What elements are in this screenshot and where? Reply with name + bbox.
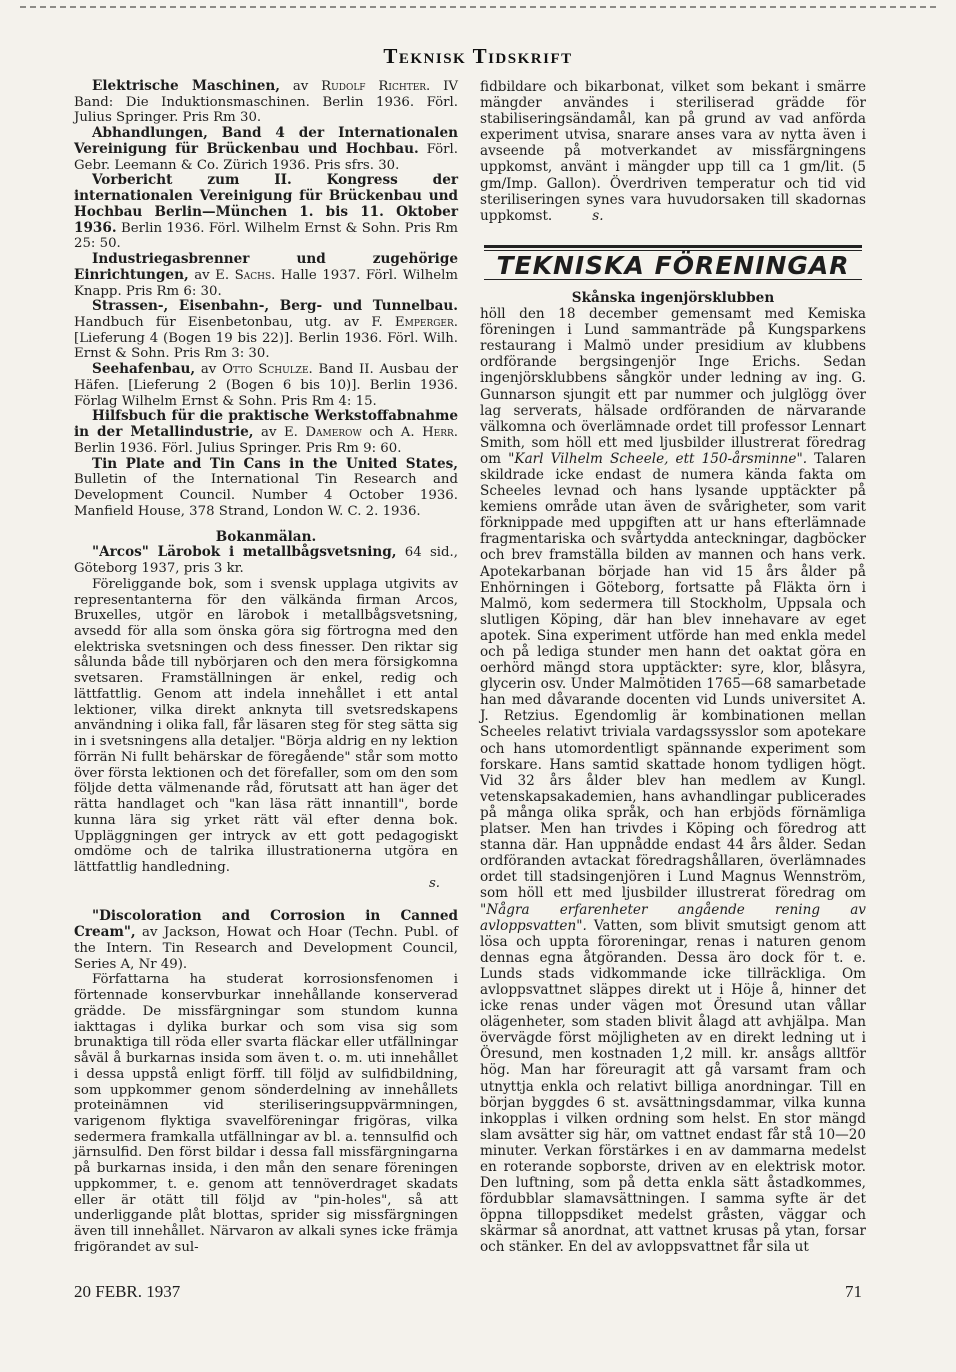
page-number: 71 bbox=[845, 1282, 862, 1301]
book-entry bbox=[74, 409, 458, 456]
book-title: Vorbericht zum II. Kongress der internationalen Vereinigung für Brückenbau und Hochbau Berlin—München 1. bis 11. Oktober 1936. bbox=[74, 172, 458, 236]
book-entry bbox=[74, 362, 458, 409]
book-entry bbox=[74, 173, 458, 252]
review-body: Föreliggande bok, som i svensk upplaga utgivits av representanterna för den välkända firman Arcos, Bruxelles, utgör en lärobok i metallbågsvetsning, avsedd för alla som önska göra sig förtrogna med den elektriska svetsningen och dess finesser. Den riktar sig sålunda både till nybörjaren och den mera försigkomna svetsaren. Framställningen är enkel, redig och lättfattlig. Genom att indela innehållet i ett antal lektioner, vilka direkt anknyta till svetsredskapens användning i olika fall, får läsaren steg för steg sätta sig in i svetsningens alla detaljer. "Börja aldrig en ny lektion förrän Ni fullt behärskar de föregående" står som motto över första lektionen och det förefaller, som om den som följde detta välmenande råd, förutsatt att han äger det rätta handlaget och "kan läsa rätt innantill", borde kunna lära sig yrket rätt väl efter denna bok. Uppläggningen ger intryck av ett gott pedagogiskt omdöme och de talrika illustrationerna utgöra en lättfattlig handledning. bbox=[74, 576, 458, 875]
book-title: Hilfsbuch für die praktische Werkstoffabnahme in der Metallindustrie, bbox=[74, 408, 458, 441]
book-text: och A. bbox=[361, 425, 423, 441]
right-column bbox=[480, 79, 866, 1256]
book-details: Förl. Gebr. Leemann & Co. Zürich 1936. Pris sfrs. 30. bbox=[74, 141, 458, 173]
review-continuation-text: fidbildare och bikarbonat, vilket som bekant i smärre mängder användes i steriliserad grädde för stabiliseringsändamål, kan på grund av vad anförda experiment utvisa, snarare anses vara av nytta även i avseende på motverkandet av missfärgningens uppkomst, använt i mängder upp till ca 1 gm/lit. (5 gm/Imp. Gallon). Överdriven temperatur och tid vid steriliseringen synes vara huvudorsaken till skadornas uppkomst. bbox=[480, 79, 866, 224]
book-details: Bulletin of the International Tin Research and Development Council. Number 4 October 1936. Manfield House, 378 Strand, London W. C. 2. 1936. bbox=[74, 472, 458, 519]
book-author: Sachs. bbox=[234, 267, 276, 283]
book-title: Strassen-, Eisenbahn-, Berg- und Tunnelbau. bbox=[92, 298, 458, 315]
book-entry bbox=[74, 126, 458, 173]
review-title: "Arcos" Lärobok i metallbågsvetsning, bbox=[92, 544, 397, 561]
banner-rule-thick bbox=[484, 245, 862, 248]
section-title: TEKNISKA FÖRENINGAR bbox=[496, 250, 850, 280]
book-details: Halle 1937. Förl. Wilhelm Knapp. Pris Rm 6: 30. bbox=[74, 267, 458, 299]
book-entry bbox=[74, 299, 458, 362]
book-title: Tin Plate and Tin Cans in the United States, bbox=[92, 455, 458, 472]
book-title: Industriegasbrenner und zugehörige Einrichtungen, bbox=[74, 251, 458, 283]
book-details: Berlin 1936. Förl. Wilhelm Ernst & Sohn. Pris Rm 25: 50. bbox=[74, 220, 458, 252]
book-author: Emperger. bbox=[394, 315, 458, 331]
book-entry bbox=[74, 252, 458, 299]
page-edge-rule bbox=[20, 6, 936, 8]
book-details: Band II. Ausbau der Häfen. [Lieferung 2 (Bogen 6 bis 10)]. Berlin 1936. Förlag Wilhelm Ernst & Sohn. Pris Rm 4: 15. bbox=[74, 362, 458, 409]
review-signature: s. bbox=[428, 875, 440, 891]
book-entry bbox=[74, 79, 458, 126]
section-banner bbox=[480, 245, 866, 280]
report-text: Talaren skildrade icke endast de numera kända fakta om Scheeles levnad och hans lysande upptäckter på kemiens område utan även de svårigheter, som varit förknippade med uppgiften att ur hans efterlämnade fragmentariska och svårtydda anteckningar, dagböcker och brev framställa bilden av mannen och hans verk. Apotekarbanan började han vid 15 års ålder på Enhörningen i Göteborg, fortsatte på Fläkta örn i Malmö, kom sedermera till Stockholm, Uppsala och slutligen Köping, där han blev innehavare av eget apotek. Sina experiment utförde han med enkla medel och på lediga stunder men hann det oaktat göra en oerhörd mängd stora upptäckter: syre, klor, blåsyra, glycerin osv. Under Malmötiden 1765—68 samarbetade han med dåvarande docenten vid Lunds universitet A. J. Retzius. Egendomlig är kombinationen mellan Scheeles relativt triviala vardagssysslor som apotekare och hans utomordentligt spännande experiment som forskare. Hans samtid skattade honom tydligen högt. Vid 32 års ålder blev han medlem av Kungl. vetenskapsakademien, hans avhandlingar publicerades på många olika språk, och han erbjöds förnämliga platser. Men han trivdes i Köping och föredrog att stanna där. Han uppnådde endast 44 års ålder. Sedan ordföranden avtackat föredragshållaren, överlämnades ordet till stadsingenjören i Lund Magnus Wennström, som höll ett med ljusbilder illustrerat föredrag om bbox=[480, 450, 866, 902]
book-author: Damerow bbox=[305, 425, 362, 441]
review-citation bbox=[74, 909, 458, 972]
book-details: Berlin 1936. Förl. Julius Springer. Pris Rm 9: 60. bbox=[74, 440, 402, 456]
review-meta: 64 sid., Göteborg 1937, pris 3 kr. bbox=[74, 545, 458, 577]
lecture-title: "Karl Vilhelm Scheele, ett 150-årsminne". bbox=[508, 450, 808, 467]
book-entry bbox=[74, 457, 458, 520]
review-continuation bbox=[480, 79, 866, 224]
book-author: Herr. bbox=[422, 425, 459, 441]
book-details: [Lieferung 4 (Bogen 19 bis 22)]. Berlin 1936. Förl. Wilh. Ernst & Sohn. Pris Rm 3: 30. bbox=[74, 330, 458, 362]
review-heading: Bokanmälan. bbox=[215, 528, 317, 545]
review-title: "Discoloration and Corrosion in Canned Cream", bbox=[74, 908, 458, 941]
club-heading: Skånska ingenjörsklubben bbox=[571, 289, 775, 306]
lecture-title: "Några erfarenheter angående rening av avloppsvatten". bbox=[480, 901, 866, 934]
book-text: av bbox=[280, 79, 322, 94]
book-text: av E. bbox=[253, 425, 306, 441]
book-title: Seehafenbau, bbox=[92, 361, 196, 378]
left-column bbox=[74, 79, 458, 1256]
report-text: Vatten, som blivit smutsigt genom att lösa och uppta föroreningar, renas i naturen genom dennas egna åtgöranden. Dessa äro dock för t. e. Lunds stads vidkommande icke tillräckliga. Om avloppsvattnet släppes direkt ut i Höje å, hinner det icke renas under vägen mot Öresund utan vållar olägenheter, som staden blivit ålagd att avhjälpa. Man övervägde först möjligheten av en direkt ledning ut i Öresund, men kostnaden 1,2 mill. kr. ansågs alltför hög. Man har föreuragit att gå varsamt fram och utnyttja enkla och relativt billiga anordningar. Till en början byggdes 6 st. avsättningsdammar, vilka kunna inkopplas i vilken ordning som helst. En stor mängd slam avsätter sig här, om vattnet endast får stå 10—20 minuter. Verkan förstärkes i en av dammarna medelst en roterande sopborste, driven av en elektrisk motor. Den luftning, som på detta enkla sätt åstadkommes, fördubblar slamavsättningen. I samma syfte är det öppna tilloppsdiket medelst gråsten, väggar och skärmar så anordnat, att vattnet krusas på ytan, forsar och stänker. En del av avloppsvattnet får sila ut bbox=[480, 917, 866, 1256]
review-body: Författarna ha studerat korrosionsfenomen i förtennade konservburkar innehållande konserverad grädde. De missfärgningar som stundom kunna iakttagas i dylika burkar och som visa sig som brunaktiga till röda eller svarta fläckar eller utfällningar såväl å burkarnas insida som även t. o. m. uti innehållet i dessa uppstå enligt förff. till följd av sulfidbildning, som uppkommer genom sönderdelning av innehållets proteinämnen vid steriliseringsuppvärmningen, varigenom flyktiga svavelföreningar frigöras, vilka sedermera framkalla utfällningar av bl. a. tennsulfid och järnsulfid. Den först bildar i dessa fall missfärgningarna på burkarnas insida, i den mån den senare föreningen uppkommer, t. e. genom att tennöverdraget skadats eller är otätt till följd av "pin-holes", så att underliggande plåt blottas, sprider sig missfärgningen även till innehållet. Närvaron av alkali synes icke främja frigörandet av sul- bbox=[74, 972, 458, 1255]
book-author: Otto Schulze. bbox=[222, 362, 313, 378]
review-meta: av Jackson, Howat och Hoar (Techn. Publ. of the Intern. Tin Research and Development Council, Series A, Nr 49). bbox=[74, 925, 458, 972]
review-citation bbox=[74, 545, 458, 576]
book-title: Abhandlungen, Band 4 der Internationalen Vereinigung für Brückenbau und Hochbau. bbox=[74, 125, 458, 157]
review-signature: s. bbox=[592, 207, 604, 224]
book-text: Handbuch für Eisenbetonbau, utg. av F. bbox=[74, 315, 395, 331]
report-text: höll den 18 december gemensamt med Kemiska föreningen i Lund sammanträde på Kungsparkens restaurang i Malmö under presidium av klubbens ordförande bergsingenjör Inge Erichs. Sedan ingenjörsklubbens sångkör under ledning av ing. G. Gunnarson sjungit ett par nummer och julglögg över lag serverats, hälsade ordföranden de närvarande välkomna och överlämnade ordet till professor Lennart Smith, som höll ett med ljusbilder illustrerat föredrag om bbox=[480, 306, 866, 467]
book-text: av bbox=[195, 362, 223, 378]
book-details: IV Band: Die Induktionsmaschinen. Berlin 1936. Förl. Julius Springer. Pris Rm 30. bbox=[74, 79, 458, 126]
footer-date: 20 FEBR. 1937 bbox=[74, 1282, 181, 1301]
masthead: Teknisk Tidskrift bbox=[383, 44, 573, 68]
club-report bbox=[480, 306, 866, 1256]
book-author: Rudolf Richter. bbox=[321, 79, 431, 94]
book-text: av E. bbox=[188, 267, 235, 283]
book-title: Elektrische Maschinen, bbox=[92, 78, 280, 94]
